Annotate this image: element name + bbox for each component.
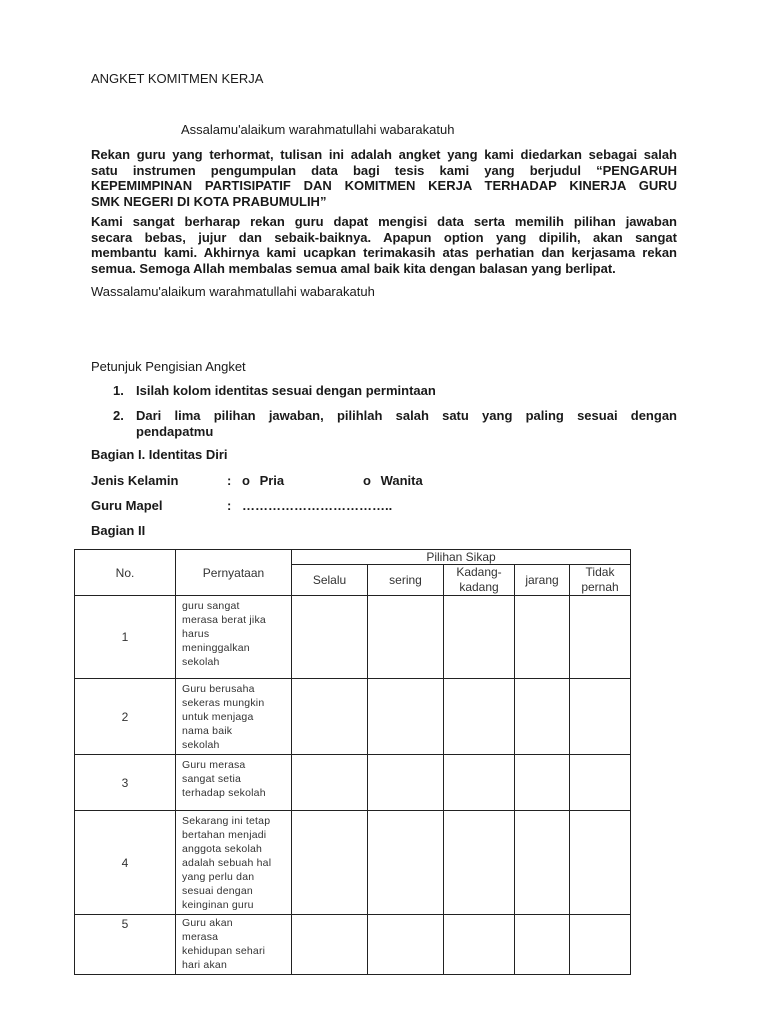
instruction-item <box>91 383 677 399</box>
request-paragraph <box>91 214 677 276</box>
table-row <box>75 755 631 811</box>
header-choice-rarely: jarang <box>515 565 570 596</box>
statement-line: kehidupan sehari <box>182 945 266 957</box>
answer-cell-always[interactable] <box>292 679 368 755</box>
header-line: Tidak <box>585 565 615 579</box>
answer-cell-sometimes[interactable] <box>444 596 515 679</box>
header-choice-never <box>570 565 631 596</box>
answer-cell-rarely[interactable] <box>515 596 570 679</box>
table-row <box>75 596 631 679</box>
row-number: 3 <box>75 755 176 811</box>
identity-heading: Bagian I. Identitas Diri <box>91 447 228 462</box>
answer-cell-always[interactable] <box>292 596 368 679</box>
answer-cell-rarely[interactable] <box>515 755 570 811</box>
answer-cell-often[interactable] <box>368 755 444 811</box>
table-row <box>75 811 631 915</box>
statement-line: merasa berat jika <box>182 614 266 626</box>
header-no: No. <box>75 550 176 596</box>
answer-cell-sometimes[interactable] <box>444 679 515 755</box>
answer-cell-always[interactable] <box>292 755 368 811</box>
statement-line: harus <box>182 628 210 640</box>
statement-line: meninggalkan <box>182 642 250 654</box>
opening-greeting: Assalamu'alaikum warahmatullahi wabarakatuh <box>181 122 455 137</box>
header-line: kadang <box>459 580 499 594</box>
statement-cell <box>176 915 292 975</box>
header-choice-always: Selalu <box>292 565 368 596</box>
statement-line: merasa <box>182 931 219 943</box>
intro-paragraph <box>91 147 677 209</box>
answer-cell-sometimes[interactable] <box>444 915 515 975</box>
table-row <box>75 679 631 755</box>
answer-cell-never[interactable] <box>570 596 631 679</box>
option-label: Pria <box>259 473 285 488</box>
answer-cell-always[interactable] <box>292 811 368 915</box>
statement-line: sekeras mungkin <box>182 697 265 709</box>
answer-cell-often[interactable] <box>368 811 444 915</box>
statement-line: anggota sekolah <box>182 843 263 855</box>
answer-cell-often[interactable] <box>368 596 444 679</box>
statement-line: sesuai dengan <box>182 885 253 897</box>
instruction-text <box>136 408 677 440</box>
answer-cell-often[interactable] <box>368 915 444 975</box>
row-number: 5 <box>75 915 176 975</box>
radio-bullet-icon: o <box>242 473 250 488</box>
header-line: Kadang- <box>456 565 502 579</box>
instruction-line: Dari lima pilihan jawaban, pilihlah salah satu yang paling sesuai dengan <box>136 408 677 423</box>
questionnaire-table <box>74 549 631 975</box>
closing-greeting: Wassalamu'alaikum warahmatullahi wabarakatuh <box>91 284 375 299</box>
instruction-text: Isilah kolom identitas sesuai dengan permintaan <box>136 383 436 398</box>
answer-cell-rarely[interactable] <box>515 915 570 975</box>
paragraph-line: SMK NEGERI DI KOTA PRABUMULIH” <box>91 193 327 209</box>
row-number: 2 <box>75 679 176 755</box>
instruction-number: 1. <box>113 383 124 398</box>
option-label: Wanita <box>380 473 423 488</box>
table-row <box>75 915 631 975</box>
paragraph-line: membantu kami. Akhirnya kami ucapkan terimakasih atas perhatian dan kerjasama rekan <box>91 245 677 260</box>
paragraph-line: KEPEMIMPINAN PARTISIPATIF DAN KOMITMEN KERJA TERHADAP KINERJA GURU <box>91 178 677 193</box>
gender-colon: : <box>227 473 232 488</box>
row-number: 4 <box>75 811 176 915</box>
subject-label: Guru Mapel <box>91 498 163 513</box>
statement-line: guru sangat <box>182 600 240 612</box>
header-choices-group: Pilihan Sikap <box>292 550 631 565</box>
statement-line: keinginan guru <box>182 899 254 911</box>
answer-cell-sometimes[interactable] <box>444 811 515 915</box>
gender-option-female[interactable] <box>363 473 423 489</box>
header-choice-often: sering <box>368 565 444 596</box>
header-choice-sometimes <box>444 565 515 596</box>
statement-line: yang perlu dan <box>182 871 255 883</box>
statement-cell <box>176 596 292 679</box>
statement-line: untuk menjaga <box>182 711 254 723</box>
answer-cell-often[interactable] <box>368 679 444 755</box>
paragraph-line: Kami sangat berharap rekan guru dapat mengisi data serta memilih pilihan jawaban <box>91 214 677 229</box>
paragraph-line: Rekan guru yang terhormat, tulisan ini adalah angket yang kami diedarkan sebagai salah <box>91 147 677 162</box>
radio-bullet-icon: o <box>363 473 371 488</box>
statement-line: terhadap sekolah <box>182 787 266 799</box>
statement-line: adalah sebuah hal <box>182 857 272 869</box>
answer-cell-rarely[interactable] <box>515 679 570 755</box>
subject-colon: : <box>227 498 232 513</box>
header-line: pernah <box>581 580 619 594</box>
statement-line: nama baik <box>182 725 233 737</box>
instruction-line: pendapatmu <box>136 424 214 439</box>
statement-cell <box>176 811 292 915</box>
header-statement: Pernyataan <box>176 550 292 596</box>
row-number: 1 <box>75 596 176 679</box>
answer-cell-never[interactable] <box>570 755 631 811</box>
statement-line: Guru merasa <box>182 759 246 771</box>
paragraph-line: semua. Semoga Allah membalas semua amal baik kita dengan balasan yang berlipat. <box>91 260 616 276</box>
answer-cell-sometimes[interactable] <box>444 755 515 811</box>
statement-line: Sekarang ini tetap <box>182 815 271 827</box>
answer-cell-never[interactable] <box>570 679 631 755</box>
section2-heading: Bagian II <box>91 523 146 538</box>
statement-line: Guru berusaha <box>182 683 255 695</box>
paragraph-line: satu instrumen pengumpulan data bagi tesis kami yang berjudul “PENGARUH <box>91 162 677 178</box>
answer-cell-rarely[interactable] <box>515 811 570 915</box>
statement-cell <box>176 679 292 755</box>
gender-label: Jenis Kelamin <box>91 473 179 488</box>
answer-cell-never[interactable] <box>570 915 631 975</box>
answer-cell-always[interactable] <box>292 915 368 975</box>
statement-line: sekolah <box>182 656 220 668</box>
statement-line: sangat setia <box>182 773 242 785</box>
gender-option-male[interactable] <box>242 473 284 489</box>
statement-line: hari akan <box>182 959 227 971</box>
statement-line: bertahan menjadi <box>182 829 267 841</box>
instruction-number: 2. <box>113 408 124 423</box>
subject-blank-field[interactable]: …………………………….. <box>242 498 393 513</box>
instruction-item <box>91 408 677 440</box>
answer-cell-never[interactable] <box>570 811 631 915</box>
statement-cell <box>176 755 292 811</box>
paragraph-line: secara bebas, jujur dan sebaik-baiknya. Apapun option yang dipilih, akan sangat <box>91 229 677 245</box>
document-title: ANGKET KOMITMEN KERJA <box>91 71 264 86</box>
statement-line: Guru akan <box>182 917 233 929</box>
statement-line: sekolah <box>182 739 220 751</box>
instructions-heading: Petunjuk Pengisian Angket <box>91 359 246 374</box>
